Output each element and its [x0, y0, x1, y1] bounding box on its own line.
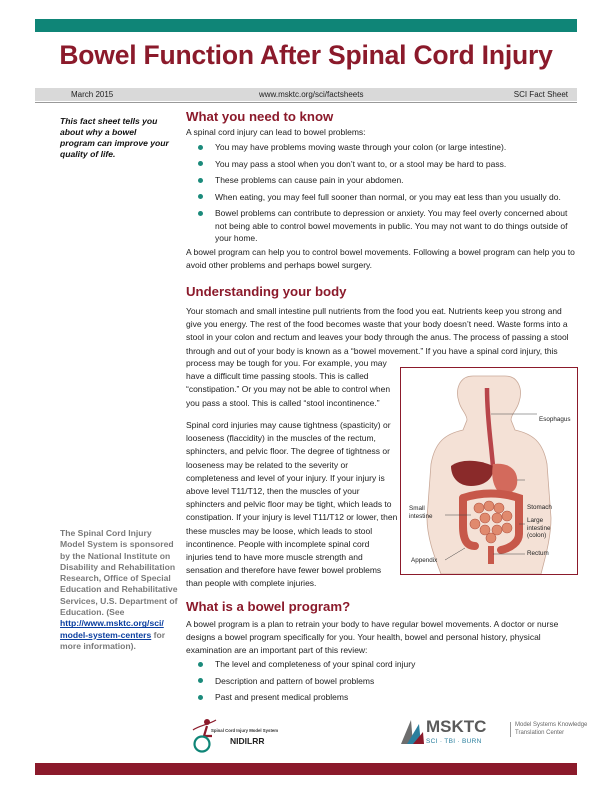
nidilrr-logo: NIDILRR	[230, 736, 265, 746]
list-item: Past and present medical problems	[186, 691, 576, 704]
need-to-know-list	[186, 141, 576, 249]
need-to-know-intro: A spinal cord injury can lead to bowel problems:	[186, 127, 366, 137]
list-item: Bowel problems can contribute to depression or anxiety. You may feel overly concerned about not being able to control bowel movements in public. You may not want to do things outside of your home.	[186, 207, 576, 245]
label-stomach: Stomach	[527, 504, 552, 511]
heading-understanding-body: Understanding your body	[186, 284, 347, 299]
label-large-intestine: Large intestine (colon)	[527, 517, 551, 539]
sci-model-system-name: Spinal Cord Injury Model System	[211, 728, 279, 733]
msktc-fullname: Model Systems Knowledge Translation Center	[510, 722, 595, 737]
body-paragraph-1-continued: process may be tough for you. For example, you may have a difficult time passing stools. This is called “constipation.” Or you may not be able to control when you pass a stool. This is called “stool incontinence.”	[186, 358, 391, 408]
msktc-mark-icon	[399, 716, 425, 748]
list-item: These problems can cause pain in your abdomen.	[186, 174, 576, 187]
heading-bowel-program: What is a bowel program?	[186, 599, 351, 614]
msktc-programs: SCI · TBI · BURN	[426, 738, 482, 745]
label-rectum: Rectum	[527, 550, 549, 557]
sci-model-system-logo	[190, 716, 300, 756]
link-line-2: model-system-centers	[60, 629, 152, 640]
list-item: The level and completeness of your spinal cord injury	[186, 658, 576, 671]
header-divider	[35, 102, 577, 103]
msktc-logo	[399, 716, 588, 756]
program-review-list	[186, 658, 576, 708]
factsheet-url: www.msktc.org/sci/factsheets	[259, 90, 364, 99]
list-item: Description and pattern of bowel problems	[186, 675, 576, 688]
page-title: Bowel Function After Spinal Cord Injury	[59, 40, 553, 70]
sponsor-tail: for more information).	[60, 629, 166, 651]
need-to-know-closing: A bowel program can help you to control bowel movements. Following a bowel program can help you to avoid other problems and perhaps bowel surgery.	[186, 247, 575, 271]
sidebar-intro: This fact sheet tells you about why a bowel program can improve your quality of life.	[60, 116, 169, 159]
document-type: SCI Fact Sheet	[513, 90, 568, 99]
meta-bar	[35, 88, 577, 101]
digestive-system-figure	[400, 367, 578, 575]
sidebar-sponsor	[60, 528, 178, 652]
sponsor-text: The Spinal Cord Injury Model System is sponsored by the National Institute on Disability and Rehabilitation Research, Office of Special Education and Rehabilitative Services, U.S. Department of Education. (See	[60, 528, 178, 618]
bottom-accent-bar	[35, 763, 577, 775]
link-line-1: http://www.msktc.org/sci/	[60, 618, 164, 629]
model-system-centers-link[interactable]	[60, 618, 164, 639]
body-paragraph-1: Your stomach and small intestine pull nutrients from the food you eat. Nutrients keep you strong and give you energy. The rest of the food becomes waste that your body doesn’t need. Waste forms into a stool in your colon and rectum and leaves your body through the anus. The process of passing a stool through and out of your body is known as a “bowel movement.” If you have a spinal cord injury, this	[186, 306, 569, 356]
label-small-intestine: Small intestine	[409, 505, 433, 520]
body-paragraph-2: Spinal cord injuries may cause tightness (spasticity) or looseness (flaccidity) in the muscles of the rectum, sphincters, and pelvic floor. The degree of tightness or looseness may be related to the severity or completeness and level of your injury. If your injury is above level T11/T12, then the muscles of your sphincters and pelvic floor may be tight, which leads to constipation. If your injury is level T11/T12 or lower, then these muscles may be loose, which leads to stool incontinence. People with incomplete spinal cord injuries tend to have more muscle strength and sensation and therefore have fewer bowel problems than people with complete injuries.	[186, 420, 398, 589]
list-item: You may pass a stool when you don’t want to, or a stool may be hard to pass.	[186, 158, 576, 171]
publication-date: March 2015	[71, 90, 114, 99]
msktc-name: MSKTC	[426, 717, 487, 736]
digestive-illustration	[401, 368, 577, 574]
list-item: You may have problems moving waste through your colon (or large intestine).	[186, 141, 576, 154]
list-item: When eating, you may feel full sooner than normal, or you may eat less than you usually do.	[186, 191, 576, 204]
top-accent-bar	[35, 19, 577, 32]
label-esophagus: Esophagus	[539, 416, 571, 423]
wheelchair-figure-icon	[190, 716, 220, 756]
label-appendix: Appendix	[411, 557, 438, 564]
heading-need-to-know: What you need to know	[186, 109, 334, 124]
program-paragraph: A bowel program is a plan to retrain your body to have regular bowel movements. A doctor or nurse designs a bowel program specifically for you. Your health, bowel and personal history, physical examination are an important part of this review:	[186, 619, 559, 656]
